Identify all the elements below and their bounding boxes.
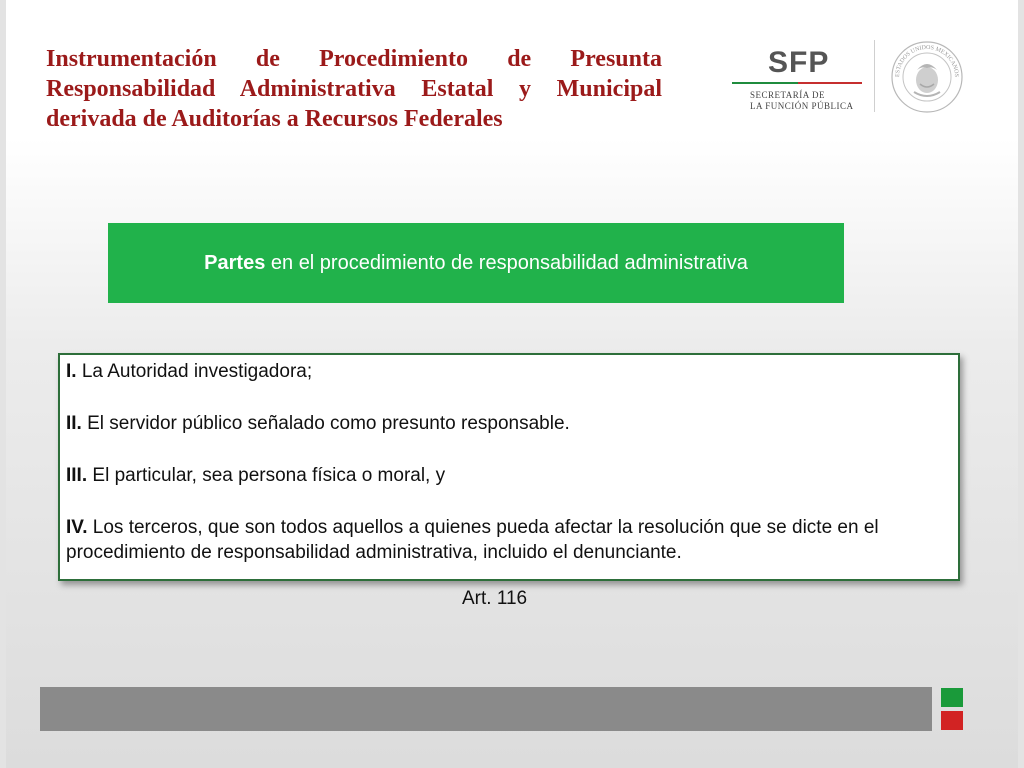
logo-red-stripe [798, 82, 862, 84]
footer-green-square [941, 688, 963, 707]
article-reference: Art. 116 [462, 588, 528, 609]
footer-bar [40, 687, 932, 731]
coat-of-arms-seal-icon [890, 40, 964, 114]
sfp-name-line1: SECRETARÍA DE [750, 90, 826, 100]
item-numeral: II. [66, 413, 82, 434]
section-banner [108, 223, 844, 303]
sfp-acronym: SFP [768, 46, 830, 79]
parties-list-box [58, 353, 960, 581]
item-numeral: I. [66, 361, 77, 382]
seal-text: ESTADOS UNIDOS MEXICANOS [894, 44, 960, 78]
footer-red-square [941, 711, 963, 730]
banner-heading-bold: Partes [204, 251, 266, 274]
banner-heading-rest: en el procedimiento de responsabilidad administrativa [265, 251, 748, 274]
banner-heading [204, 252, 748, 275]
list-item [66, 359, 952, 384]
slide-title: Instrumentación de Procedimiento de Presunta Responsabilidad Administrativa Estatal y Municipal derivada de Auditorías a Recursos Federales [46, 46, 662, 132]
item-numeral: III. [66, 465, 88, 486]
item-text: El servidor público señalado como presunto responsable. [81, 413, 570, 434]
item-text: El particular, sea persona física o moral, y [87, 465, 446, 486]
logo-green-stripe [732, 82, 798, 84]
item-numeral: IV. [66, 517, 88, 538]
list-item [66, 463, 952, 488]
item-text: La Autoridad investigadora; [76, 361, 313, 382]
sfp-logo [728, 40, 968, 120]
item-text: Los terceros, que son todos aquellos a quienes pueda afectar la resolución que se dicte en el procedimiento de responsabilidad administrativa, incluido el denunciante. [66, 517, 879, 563]
logo-divider [874, 40, 875, 112]
list-item [66, 515, 952, 565]
sfp-name-line2: LA FUNCIÓN PÚBLICA [750, 101, 854, 111]
list-item [66, 411, 952, 436]
